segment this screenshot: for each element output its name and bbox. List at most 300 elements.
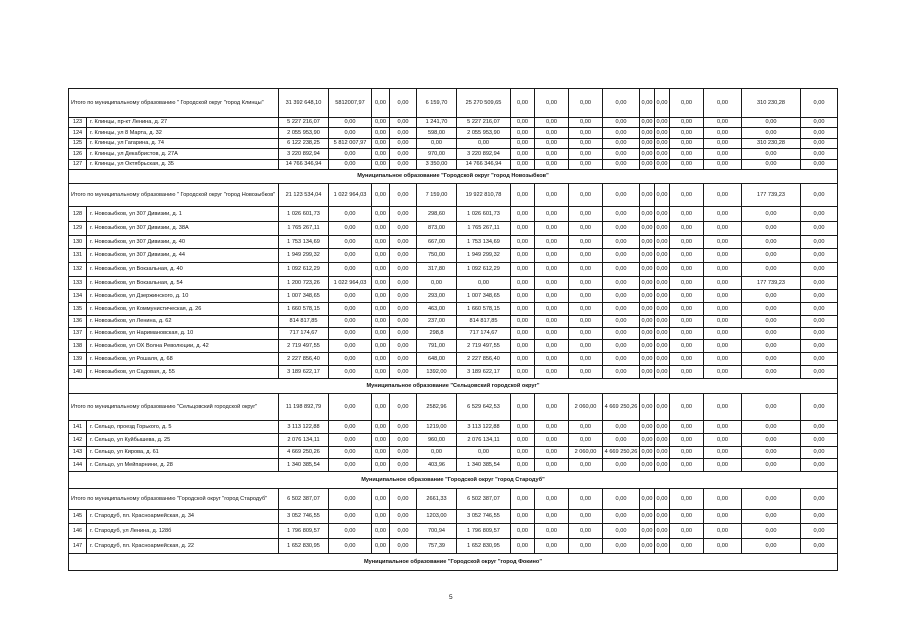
row-number-cell: 129 xyxy=(69,222,87,236)
value-cell: 0,00 xyxy=(670,184,704,207)
value-cell: 0,00 xyxy=(569,434,603,447)
table-row xyxy=(69,353,838,366)
value-cell: 0,00 xyxy=(801,353,838,366)
value-cell: 873,00 xyxy=(417,222,457,236)
value-cell: 0,00 xyxy=(640,236,655,249)
value-cell: 0,00 xyxy=(640,277,655,290)
total-label-cell: Итого по муниципальному образованию "Сельцовский городской округ" xyxy=(69,394,279,421)
value-cell: 1 652 830,95 xyxy=(457,539,511,554)
value-cell: 0,00 xyxy=(569,421,603,434)
row-number-cell: 135 xyxy=(69,303,87,316)
value-cell: 0,00 xyxy=(569,118,603,128)
value-cell: 0,00 xyxy=(390,434,417,447)
value-cell: 0,00 xyxy=(603,160,640,170)
value-cell: 0,00 xyxy=(704,249,742,263)
value-cell: 0,00 xyxy=(655,263,670,277)
value-cell: 717 174,67 xyxy=(457,328,511,340)
table-row xyxy=(69,328,838,340)
value-cell: 4 669 250,26 xyxy=(603,394,640,421)
value-cell: 0,00 xyxy=(511,160,535,170)
table-row xyxy=(69,524,838,539)
value-cell: 0,00 xyxy=(535,303,569,316)
value-cell: 0,00 xyxy=(670,340,704,353)
value-cell: 0,00 xyxy=(603,366,640,379)
value-cell: 0,00 xyxy=(801,510,838,524)
value-cell: 0,00 xyxy=(511,459,535,472)
value-cell: 0,00 xyxy=(801,303,838,316)
table-row xyxy=(69,128,838,139)
value-cell: 0,00 xyxy=(329,290,372,303)
value-cell: 0,00 xyxy=(742,489,801,510)
value-cell: 0,00 xyxy=(670,277,704,290)
value-cell: 0,00 xyxy=(801,539,838,554)
value-cell: 0,00 xyxy=(801,316,838,328)
value-cell: 0,00 xyxy=(535,489,569,510)
table-row xyxy=(69,539,838,554)
value-cell: 0,00 xyxy=(655,394,670,421)
value-cell: 31 392 648,10 xyxy=(279,89,329,118)
value-cell: 0,00 xyxy=(655,128,670,139)
address-cell: г. Сельцо, ул Куйбышева, д. 25 xyxy=(87,434,279,447)
table-row xyxy=(69,207,838,222)
value-cell: 0,00 xyxy=(535,139,569,149)
value-cell: 2 055 953,90 xyxy=(457,128,511,139)
value-cell: 0,00 xyxy=(640,303,655,316)
value-cell: 0,00 xyxy=(329,249,372,263)
value-cell: 0,00 xyxy=(603,290,640,303)
value-cell: 0,00 xyxy=(801,489,838,510)
table-row xyxy=(69,263,838,277)
value-cell: 0,00 xyxy=(655,459,670,472)
value-cell: 7 159,00 xyxy=(417,184,457,207)
value-cell: 0,00 xyxy=(704,394,742,421)
value-cell: 0,00 xyxy=(640,184,655,207)
value-cell: 1 949 299,32 xyxy=(279,249,329,263)
value-cell: 0,00 xyxy=(670,434,704,447)
value-cell: 0,00 xyxy=(569,184,603,207)
value-cell: 2661,33 xyxy=(417,489,457,510)
value-cell: 0,00 xyxy=(670,353,704,366)
value-cell: 0,00 xyxy=(329,340,372,353)
value-cell: 717 174,67 xyxy=(279,328,329,340)
table-row xyxy=(69,118,838,128)
value-cell: 0,00 xyxy=(372,118,390,128)
value-cell: 0,00 xyxy=(372,524,390,539)
value-cell: 1 765 267,11 xyxy=(457,222,511,236)
value-cell: 298,60 xyxy=(417,207,457,222)
value-cell: 0,00 xyxy=(603,524,640,539)
value-cell: 2 719 497,55 xyxy=(279,340,329,353)
value-cell: 0,00 xyxy=(670,459,704,472)
value-cell: 0,00 xyxy=(372,139,390,149)
value-cell: 0,00 xyxy=(569,328,603,340)
value-cell: 0,00 xyxy=(569,160,603,170)
value-cell: 0,00 xyxy=(569,340,603,353)
value-cell: 237,00 xyxy=(417,316,457,328)
value-cell: 0,00 xyxy=(640,290,655,303)
value-cell: 0,00 xyxy=(535,316,569,328)
value-cell: 1 660 578,15 xyxy=(279,303,329,316)
address-cell: г. Клинцы, ул Гагарина, д. 74 xyxy=(87,139,279,149)
value-cell: 0,00 xyxy=(569,366,603,379)
value-cell: 0,00 xyxy=(372,149,390,160)
value-cell: 0,00 xyxy=(569,249,603,263)
value-cell: 0,00 xyxy=(511,489,535,510)
value-cell: 2 076 134,11 xyxy=(279,434,329,447)
value-cell: 970,00 xyxy=(417,149,457,160)
value-cell: 0,00 xyxy=(603,353,640,366)
value-cell: 0,00 xyxy=(640,394,655,421)
value-cell: 0,00 xyxy=(535,222,569,236)
value-cell: 700,94 xyxy=(417,524,457,539)
value-cell: 0,00 xyxy=(742,149,801,160)
value-cell: 0,00 xyxy=(640,89,655,118)
table-row xyxy=(69,459,838,472)
value-cell: 0,00 xyxy=(372,263,390,277)
value-cell: 0,00 xyxy=(801,128,838,139)
value-cell: 6 529 642,53 xyxy=(457,394,511,421)
value-cell: 0,00 xyxy=(372,489,390,510)
value-cell: 0,00 xyxy=(390,459,417,472)
value-cell: 0,00 xyxy=(603,249,640,263)
value-cell: 0,00 xyxy=(329,394,372,421)
value-cell: 0,00 xyxy=(569,353,603,366)
value-cell: 0,00 xyxy=(640,328,655,340)
value-cell: 0,00 xyxy=(390,160,417,170)
address-cell: г. Клинцы, ул Декабристов, д. 27А xyxy=(87,149,279,160)
value-cell: 0,00 xyxy=(372,447,390,459)
value-cell: 0,00 xyxy=(655,366,670,379)
value-cell: 1 796 809,57 xyxy=(457,524,511,539)
value-cell: 0,00 xyxy=(535,184,569,207)
total-row xyxy=(69,489,838,510)
table-row xyxy=(69,303,838,316)
row-number-cell: 132 xyxy=(69,263,87,277)
value-cell: 1 200 723,26 xyxy=(279,277,329,290)
value-cell: 0,00 xyxy=(329,149,372,160)
value-cell: 0,00 xyxy=(569,222,603,236)
value-cell: 0,00 xyxy=(390,118,417,128)
value-cell: 0,00 xyxy=(329,434,372,447)
value-cell: 0,00 xyxy=(704,316,742,328)
value-cell: 3 052 746,55 xyxy=(457,510,511,524)
value-cell: 0,00 xyxy=(704,207,742,222)
value-cell: 0,00 xyxy=(535,149,569,160)
value-cell: 298,8 xyxy=(417,328,457,340)
value-cell: 0,00 xyxy=(535,263,569,277)
value-cell: 1 026 601,73 xyxy=(279,207,329,222)
value-cell: 0,00 xyxy=(603,149,640,160)
value-cell: 0,00 xyxy=(801,222,838,236)
value-cell: 0,00 xyxy=(603,222,640,236)
row-number-cell: 137 xyxy=(69,328,87,340)
value-cell: 317,80 xyxy=(417,263,457,277)
value-cell: 177 739,23 xyxy=(742,184,801,207)
value-cell: 0,00 xyxy=(535,366,569,379)
value-cell: 0,00 xyxy=(390,222,417,236)
value-cell: 0,00 xyxy=(670,366,704,379)
value-cell: 667,00 xyxy=(417,236,457,249)
value-cell: 0,00 xyxy=(640,128,655,139)
value-cell: 0,00 xyxy=(640,316,655,328)
value-cell: 0,00 xyxy=(704,118,742,128)
value-cell: 0,00 xyxy=(704,524,742,539)
value-cell: 0,00 xyxy=(372,290,390,303)
value-cell: 0,00 xyxy=(603,510,640,524)
table-row xyxy=(69,139,838,149)
value-cell: 0,00 xyxy=(655,290,670,303)
row-number-cell: 144 xyxy=(69,459,87,472)
value-cell: 0,00 xyxy=(742,539,801,554)
value-cell: 1 092 612,29 xyxy=(457,263,511,277)
address-cell: г. Новозыбков, ул 307 Дивизии, д. 44 xyxy=(87,249,279,263)
value-cell: 0,00 xyxy=(569,128,603,139)
value-cell: 0,00 xyxy=(640,539,655,554)
value-cell: 0,00 xyxy=(511,447,535,459)
value-cell: 0,00 xyxy=(670,149,704,160)
value-cell: 2 060,00 xyxy=(569,394,603,421)
value-cell: 0,00 xyxy=(704,128,742,139)
value-cell: 648,00 xyxy=(417,353,457,366)
value-cell: 0,00 xyxy=(329,447,372,459)
value-cell: 0,00 xyxy=(329,236,372,249)
value-cell: 0,00 xyxy=(801,447,838,459)
value-cell: 0,00 xyxy=(372,421,390,434)
row-number-cell: 126 xyxy=(69,149,87,160)
value-cell: 0,00 xyxy=(801,89,838,118)
value-cell: 0,00 xyxy=(390,184,417,207)
value-cell: 0,00 xyxy=(329,510,372,524)
value-cell: 0,00 xyxy=(655,149,670,160)
value-cell: 0,00 xyxy=(535,353,569,366)
value-cell: 0,00 xyxy=(390,524,417,539)
value-cell: 0,00 xyxy=(372,539,390,554)
value-cell: 0,00 xyxy=(603,539,640,554)
value-cell: 0,00 xyxy=(372,184,390,207)
value-cell: 0,00 xyxy=(670,421,704,434)
value-cell: 2 227 856,40 xyxy=(457,353,511,366)
value-cell: 0,00 xyxy=(603,328,640,340)
value-cell: 0,00 xyxy=(655,510,670,524)
address-cell: г. Новозыбков, ул Садовая, д. 55 xyxy=(87,366,279,379)
value-cell: 0,00 xyxy=(511,539,535,554)
value-cell: 0,00 xyxy=(511,434,535,447)
value-cell: 0,00 xyxy=(511,366,535,379)
value-cell: 1219,00 xyxy=(417,421,457,434)
value-cell: 3 220 892,94 xyxy=(279,149,329,160)
value-cell: 0,00 xyxy=(670,139,704,149)
value-cell: 2 060,00 xyxy=(569,447,603,459)
value-cell: 0,00 xyxy=(390,149,417,160)
address-cell: г. Новозыбков, ул 307 Дивизии, д. 1 xyxy=(87,207,279,222)
total-label-cell: Итого по муниципальному образованию "Городской округ "город Стародуб" xyxy=(69,489,279,510)
address-cell: г. Новозыбков, ул 307 Дивизии, д. 38А xyxy=(87,222,279,236)
value-cell: 1 660 578,15 xyxy=(457,303,511,316)
value-cell: 0,00 xyxy=(329,303,372,316)
value-cell: 0,00 xyxy=(670,222,704,236)
value-cell: 0,00 xyxy=(569,290,603,303)
value-cell: 757,39 xyxy=(417,539,457,554)
value-cell: 0,00 xyxy=(670,263,704,277)
total-label-cell: Итого по муниципальному образованию " Городской округ "город Клинцы" xyxy=(69,89,279,118)
value-cell: 0,00 xyxy=(670,249,704,263)
housing-register-table xyxy=(68,88,838,571)
value-cell: 0,00 xyxy=(801,434,838,447)
value-cell: 0,00 xyxy=(511,290,535,303)
value-cell: 2 076 134,11 xyxy=(457,434,511,447)
value-cell: 0,00 xyxy=(704,222,742,236)
value-cell: 0,00 xyxy=(372,353,390,366)
value-cell: 0,00 xyxy=(655,207,670,222)
value-cell: 0,00 xyxy=(640,118,655,128)
value-cell: 0,00 xyxy=(603,128,640,139)
value-cell: 0,00 xyxy=(372,328,390,340)
value-cell: 0,00 xyxy=(704,263,742,277)
page-number: 5 xyxy=(449,594,453,601)
total-label-cell: Итого по муниципальному образованию " Городской округ "город Новозыбков" xyxy=(69,184,279,207)
value-cell: 0,00 xyxy=(329,421,372,434)
value-cell: 0,00 xyxy=(511,277,535,290)
value-cell: 0,00 xyxy=(655,222,670,236)
address-cell: г. Новозыбков, ул Рошаля, д. 68 xyxy=(87,353,279,366)
section-title-cell: Муниципальное образование "Городской округ "город Фокино" xyxy=(69,554,838,571)
address-cell: г. Стародуб, пл. Красноармейская, д. 22 xyxy=(87,539,279,554)
value-cell: 0,00 xyxy=(417,277,457,290)
value-cell: 0,00 xyxy=(670,447,704,459)
value-cell: 0,00 xyxy=(372,249,390,263)
value-cell: 1 796 809,57 xyxy=(279,524,329,539)
value-cell: 0,00 xyxy=(704,328,742,340)
value-cell: 0,00 xyxy=(801,459,838,472)
value-cell: 2 719 497,55 xyxy=(457,340,511,353)
row-number-cell: 125 xyxy=(69,139,87,149)
value-cell: 0,00 xyxy=(372,459,390,472)
section-row xyxy=(69,170,838,184)
value-cell: 0,00 xyxy=(704,459,742,472)
value-cell: 0,00 xyxy=(801,290,838,303)
value-cell: 0,00 xyxy=(742,434,801,447)
value-cell: 2 227 856,40 xyxy=(279,353,329,366)
value-cell: 0,00 xyxy=(742,524,801,539)
value-cell: 0,00 xyxy=(603,434,640,447)
value-cell: 0,00 xyxy=(655,434,670,447)
value-cell: 0,00 xyxy=(329,118,372,128)
value-cell: 0,00 xyxy=(535,277,569,290)
value-cell: 0,00 xyxy=(329,160,372,170)
value-cell: 0,00 xyxy=(801,249,838,263)
value-cell: 0,00 xyxy=(655,277,670,290)
value-cell: 0,00 xyxy=(655,249,670,263)
value-cell: 0,00 xyxy=(329,353,372,366)
value-cell: 0,00 xyxy=(801,328,838,340)
value-cell: 0,00 xyxy=(640,524,655,539)
value-cell: 0,00 xyxy=(742,263,801,277)
value-cell: 0,00 xyxy=(640,510,655,524)
table-row xyxy=(69,290,838,303)
value-cell: 0,00 xyxy=(511,328,535,340)
value-cell: 0,00 xyxy=(655,447,670,459)
value-cell: 0,00 xyxy=(704,277,742,290)
value-cell: 2 055 953,90 xyxy=(279,128,329,139)
value-cell: 814 817,85 xyxy=(279,316,329,328)
row-number-cell: 147 xyxy=(69,539,87,554)
total-row xyxy=(69,89,838,118)
value-cell: 0,00 xyxy=(390,340,417,353)
value-cell: 0,00 xyxy=(535,128,569,139)
value-cell: 0,00 xyxy=(704,303,742,316)
value-cell: 960,00 xyxy=(417,434,457,447)
address-cell: г. Новозыбков, ул Ленина, д. 62 xyxy=(87,316,279,328)
value-cell: 3 189 622,17 xyxy=(279,366,329,379)
row-number-cell: 136 xyxy=(69,316,87,328)
value-cell: 0,00 xyxy=(670,128,704,139)
value-cell: 0,00 xyxy=(640,249,655,263)
value-cell: 0,00 xyxy=(655,160,670,170)
value-cell: 0,00 xyxy=(801,277,838,290)
value-cell: 0,00 xyxy=(655,539,670,554)
value-cell: 0,00 xyxy=(511,222,535,236)
value-cell: 0,00 xyxy=(670,89,704,118)
value-cell: 0,00 xyxy=(655,489,670,510)
value-cell: 3 350,00 xyxy=(417,160,457,170)
value-cell: 0,00 xyxy=(535,290,569,303)
value-cell: 5 812 007,97 xyxy=(329,139,372,149)
value-cell: 0,00 xyxy=(569,510,603,524)
value-cell: 0,00 xyxy=(417,447,457,459)
value-cell: 0,00 xyxy=(390,89,417,118)
value-cell: 0,00 xyxy=(704,184,742,207)
value-cell: 0,00 xyxy=(603,340,640,353)
value-cell: 0,00 xyxy=(704,340,742,353)
value-cell: 0,00 xyxy=(390,539,417,554)
value-cell: 21 123 534,04 xyxy=(279,184,329,207)
value-cell: 0,00 xyxy=(511,128,535,139)
value-cell: 0,00 xyxy=(742,394,801,421)
value-cell: 0,00 xyxy=(640,434,655,447)
table-row xyxy=(69,434,838,447)
value-cell: 0,00 xyxy=(535,89,569,118)
value-cell: 0,00 xyxy=(742,510,801,524)
value-cell: 0,00 xyxy=(457,139,511,149)
value-cell: 3 113 122,88 xyxy=(457,421,511,434)
value-cell: 1 007 348,65 xyxy=(457,290,511,303)
row-number-cell: 141 xyxy=(69,421,87,434)
value-cell: 0,00 xyxy=(670,290,704,303)
row-number-cell: 131 xyxy=(69,249,87,263)
value-cell: 0,00 xyxy=(511,303,535,316)
value-cell: 0,00 xyxy=(569,459,603,472)
value-cell: 0,00 xyxy=(742,249,801,263)
address-cell: г. Клинцы, пр-кт Ленина, д. 27 xyxy=(87,118,279,128)
table-row xyxy=(69,366,838,379)
address-cell: г. Новозыбков, ул Вокзальная, д. 54 xyxy=(87,277,279,290)
value-cell: 0,00 xyxy=(390,421,417,434)
value-cell: 6 122 238,25 xyxy=(279,139,329,149)
value-cell: 0,00 xyxy=(569,524,603,539)
value-cell: 0,00 xyxy=(704,447,742,459)
value-cell: 0,00 xyxy=(742,118,801,128)
row-number-cell: 124 xyxy=(69,128,87,139)
value-cell: 0,00 xyxy=(655,316,670,328)
value-cell: 0,00 xyxy=(603,118,640,128)
value-cell: 0,00 xyxy=(390,128,417,139)
value-cell: 0,00 xyxy=(670,524,704,539)
value-cell: 814 817,85 xyxy=(457,316,511,328)
value-cell: 0,00 xyxy=(603,89,640,118)
value-cell: 0,00 xyxy=(457,447,511,459)
value-cell: 4 669 250,26 xyxy=(603,447,640,459)
value-cell: 0,00 xyxy=(742,236,801,249)
